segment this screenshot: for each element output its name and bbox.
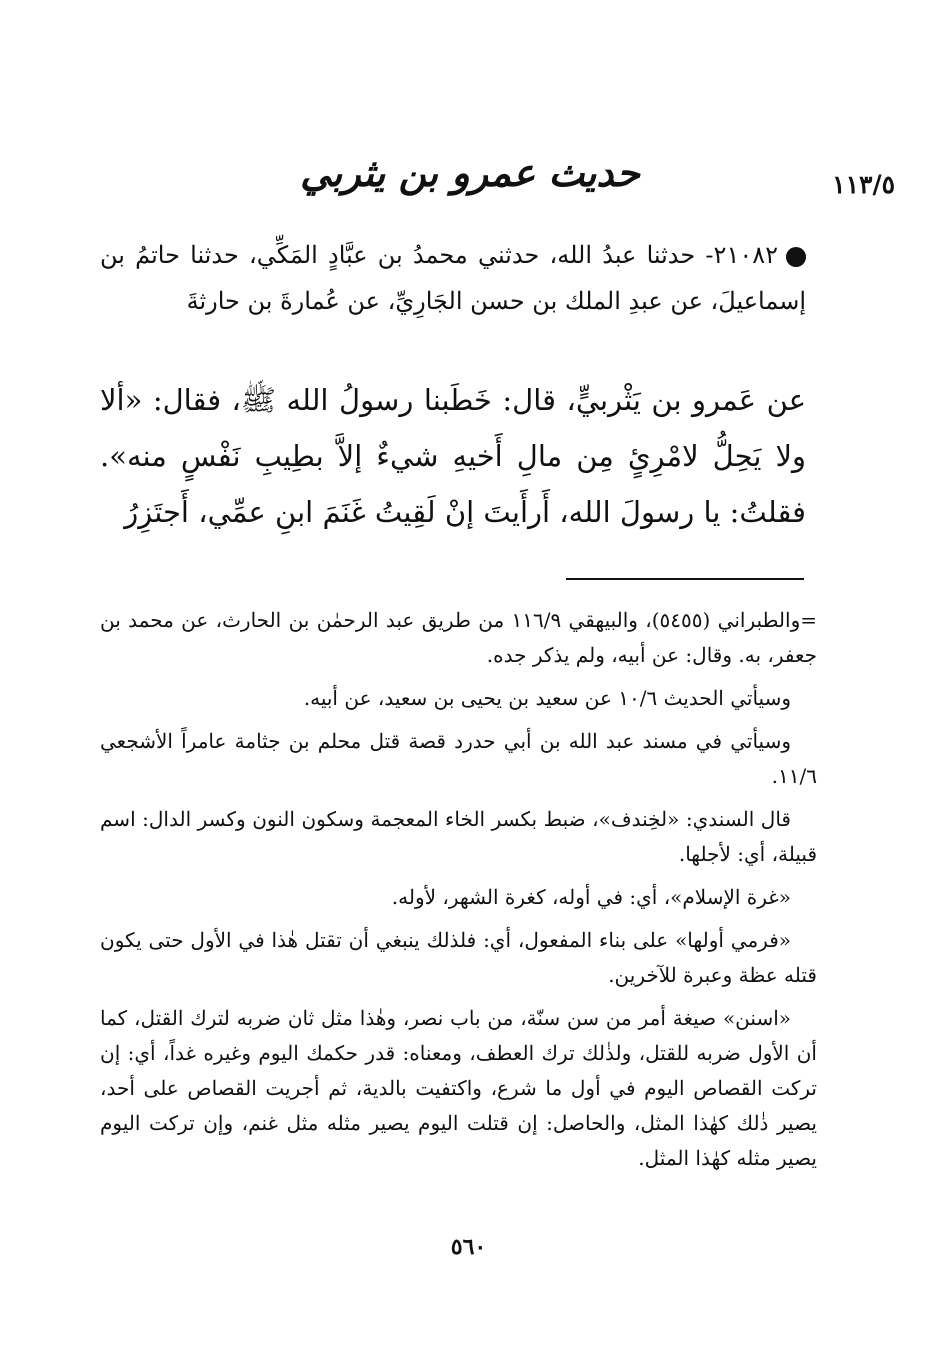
hadith-chain bbox=[100, 232, 806, 324]
hadith-chain-text: ٢١٠٨٢- حدثنا عبدُ الله، حدثني محمدُ بن عبَّادٍ المَكِّي، حدثنا حاتمُ بن إسماعيلَ، عن عبدِ الملك بن حسن الجَارِيِّ، عن عُمارةَ بن حارثةَ bbox=[100, 241, 806, 315]
page-number: ٥٦٠ bbox=[450, 1234, 487, 1260]
footnote-paragraph: «فرمي أولها» على بناء المفعول، أي: فلذلك ينبغي أن تقتل هٰذا في الأول حتى يكون قتله عظة وعبرة للآخرين. bbox=[100, 928, 817, 987]
footnotes bbox=[100, 603, 817, 1184]
volume-reference: ١١٣/٥ bbox=[832, 170, 895, 199]
footnote-paragraph: =والطبراني (٥٤٥٥)، والبيهقي ١١٦/٩ من طريق عبد الرحمٰن بن الحارث، عن محمد بن جعفر، به. وقال: عن أبيه، ولم يذكر جده. bbox=[100, 608, 817, 667]
chapter-title: حديث عمرو بن يثربي bbox=[300, 150, 640, 195]
hadith-body: عن عَمرو بن يَثْربيٍّ، قال: خَطَبنا رسولُ الله ﷺ، فقال: «ألا ولا يَحِلُّ لامْرِئٍ مِن مالِ أَخيهِ شيءٌ إلاَّ بطِيبِ نَفْسٍ منه». فقلتُ: يا رسولَ الله، أَرأَيتَ إنْ لَقِيتُ غَنَمَ ابنِ عمِّي، أَجتَزِرُ bbox=[100, 383, 806, 529]
footnote-paragraph: «غرة الإسلام»، أي: في أوله، كغرة الشهر، لأوله. bbox=[391, 885, 791, 909]
footnote-paragraph: وسيأتي في مسند عبد الله بن أبي حدرد قصة قتل محلم بن جثامة عامراً الأشجعي ١١/٦. bbox=[100, 729, 817, 788]
footnote-paragraph: قال السندي: «لخِندف»، ضبط بكسر الخاء المعجمة وسكون النون وكسر الدال: اسم قبيلة، أي: لأجلها. bbox=[100, 807, 817, 866]
footnote-paragraph: وسيأتي الحديث ١٠/٦ عن سعيد بن يحيى بن سعيد، عن أبيه. bbox=[303, 686, 791, 710]
bullet-icon bbox=[786, 247, 806, 267]
footnote-separator bbox=[566, 578, 804, 580]
footnote-paragraph: «اسنن» صيغة أمر من سن سنّة، من باب نصر، وهٰذا مثل ثان ضربه لترك القتل، كما أن الأول ضربه للقتل، ولذٰلك ترك العطف، ومعناه: قدر حكمك اليوم وغيره غداً، أي: إن تركت القصاص اليوم في أول ما شرع، واكتفيت بالدية، ثم أجريت القصاص على أحد، يصير ذٰلك كهٰذا المثل، والحاصل: إن قتلت اليوم يصير مثله مثل غنم، وإن تركت اليوم يصير مثله كهٰذا المثل. bbox=[100, 1006, 817, 1170]
